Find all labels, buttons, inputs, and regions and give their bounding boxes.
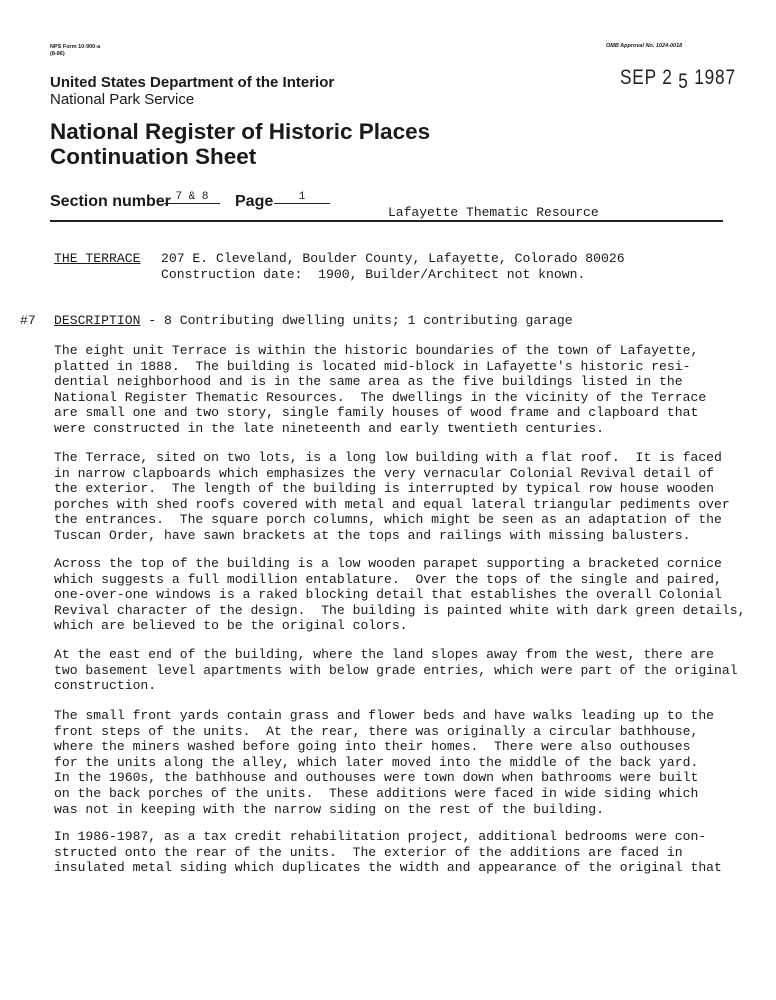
resource-name: Lafayette Thematic Resource (388, 205, 599, 220)
date-stamp (620, 66, 736, 93)
paragraph-1: The eight unit Terrace is within the historic boundaries of the town of Lafayette, platted in 1888. The building is located mid-block in Lafayette's historic resi- dential neighborhood and is in the same area as the five buildings listed in the National Register Thematic Resources. The dwellings in the vicinity of the Terrace are small one and two story, single family houses of wood frame and clapboard that were constructed in the late nineteenth and early twentieth centuries. (54, 343, 707, 436)
section-marker: #7 (20, 313, 36, 328)
paragraph-5: The small front yards contain grass and flower beds and have walks leading up to the front steps of the units. At the rear, there was originally a circular bathhouse, where the miners washed before going into their homes. There were also outhouses for the units along the alley, which later moved into the middle of the back yard. In the 1960s, the bathhouse and outhouses were town down when bathrooms were built on the back porches of the units. These additions were faced in wide siding which was not in keeping with the narrow siding on the rest of the building. (54, 708, 715, 817)
stamp-day-2: 5 (678, 70, 689, 93)
property-address: 207 E. Cleveland, Boulder County, Lafayette, Colorado 80026 (161, 251, 625, 266)
page-label: Page (235, 193, 274, 210)
paragraph-2: The Terrace, sited on two lots, is a long low building with a flat roof. It is faced in narrow clapboards which emphasizes the very vernacular Colonial Revival detail of the exterior. The length of the building is interrupted by typical row house wooden porches with shed roofs covered with metal and equal lateral triangular pediments over the entrances. The square porch columns, which might be seen as an adaptation of the Tuscan Order, have sawn brackets at the tops and railings with missing balusters. (54, 450, 730, 543)
paragraph-6: In 1986-1987, as a tax credit rehabilitation project, additional bedrooms were con- structed onto the rear of the units. The exterior of the additions are faced in insulated metal siding which duplicates the width and appearance of the original that (54, 829, 722, 876)
construction-info: Construction date: 1900, Builder/Architect not known. (161, 267, 586, 282)
stamp-year: 1987 (694, 66, 736, 89)
form-identifier (50, 44, 100, 58)
form-number: NPS Form 10-900-a (50, 44, 101, 50)
description-summary: - 8 Contributing dwelling units; 1 contributing garage (140, 313, 573, 328)
agency-name: National Park Service (50, 91, 195, 108)
header-divider (50, 220, 723, 222)
section-number-value: 7 & 8 (164, 191, 220, 204)
omb-approval: OMB Approval No. 1024-0018 (606, 43, 683, 49)
property-name: THE TERRACE (54, 251, 141, 266)
page-number-value: 1 (274, 191, 330, 204)
paragraph-3: Across the top of the building is a low wooden parapet supporting a bracketed cornice which suggests a full modillion entablature. Over the tops of the single and paired, one-over-one windows is a raked blocking detail that establishes the overall Colonial Revival character of the design. The building is painted white with dark green details, which are believed to be the original colors. (54, 556, 746, 634)
page-title: National Register of Historic Places (50, 119, 431, 144)
description-heading-line (54, 313, 573, 329)
paragraph-4: At the east end of the building, where the land slopes away from the west, there are two basement level apartments with below grade entries, which were part of the original construction. (54, 647, 738, 694)
department-name: United States Department of the Interior (50, 74, 335, 91)
form-date: (8-86) (50, 51, 65, 57)
page-subtitle: Continuation Sheet (50, 144, 257, 169)
section-number-label: Section number (50, 193, 171, 210)
description-heading: DESCRIPTION (54, 313, 141, 328)
stamp-day-1: 2 (662, 66, 673, 89)
stamp-month: SEP (620, 66, 657, 89)
property-block (54, 251, 625, 313)
